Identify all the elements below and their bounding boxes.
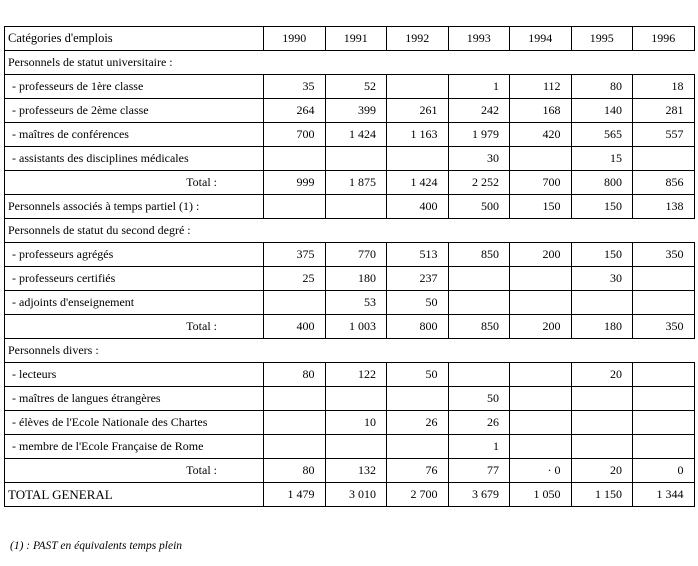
header-categories: Catégories d'emplois [5,27,264,51]
value-cell: 52 [325,75,387,99]
value-cell: 138 [633,195,695,219]
value-cell: 180 [325,267,387,291]
value-cell: 1 424 [325,123,387,147]
row-label: Total : [5,171,264,195]
value-cell [264,195,326,219]
value-cell [387,147,449,171]
value-cell: 20 [571,363,633,387]
row-label: - lecteurs [5,363,264,387]
value-cell: 420 [510,123,572,147]
value-cell: 800 [571,171,633,195]
value-cell: 1 424 [387,171,449,195]
header-year: 1991 [325,27,387,51]
value-cell: 1 875 [325,171,387,195]
value-cell: 3 679 [448,483,510,507]
value-cell: 565 [571,123,633,147]
value-cell: 850 [448,243,510,267]
value-cell [387,75,449,99]
row-label: - élèves de l'Ecole Nationale des Chartes [5,411,264,435]
table-row [5,363,695,387]
value-cell: 150 [510,195,572,219]
value-cell: 700 [264,123,326,147]
value-cell [510,147,572,171]
value-cell: 242 [448,99,510,123]
header-year: 1994 [510,27,572,51]
value-cell [571,387,633,411]
value-cell [571,291,633,315]
value-cell [325,387,387,411]
table-row [5,387,695,411]
value-cell: 800 [387,315,449,339]
value-cell: 281 [633,99,695,123]
table-row [5,411,695,435]
value-cell: 375 [264,243,326,267]
value-cell: 200 [510,315,572,339]
subtotal-row [5,171,695,195]
value-cell: 77 [448,459,510,483]
value-cell: 80 [264,459,326,483]
value-cell: 1 [448,75,510,99]
value-cell: 350 [633,315,695,339]
value-cell: 856 [633,171,695,195]
value-cell [510,387,572,411]
value-cell: 180 [571,315,633,339]
section-label: Personnels divers : [5,339,695,363]
row-label: - professeurs de 1ère classe [5,75,264,99]
table-row [5,243,695,267]
value-cell [510,435,572,459]
value-cell: 1 344 [633,483,695,507]
subtotal-row [5,315,695,339]
value-cell: 50 [448,387,510,411]
value-cell [571,435,633,459]
footnote: (1) : PAST en équivalents temps plein [10,540,183,552]
value-cell: 18 [633,75,695,99]
value-cell: 1 479 [264,483,326,507]
table-row [5,75,695,99]
value-cell: 2 252 [448,171,510,195]
row-label: - adjoints d'enseignement [5,291,264,315]
value-cell [264,411,326,435]
value-cell [325,147,387,171]
table-row [5,99,695,123]
grand-total-row [5,483,695,507]
value-cell: 264 [264,99,326,123]
table-row [5,267,695,291]
value-cell [264,291,326,315]
header-year: 1995 [571,27,633,51]
value-cell: 122 [325,363,387,387]
value-cell [633,387,695,411]
value-cell: 261 [387,99,449,123]
value-cell: 50 [387,291,449,315]
value-cell [387,387,449,411]
value-cell [387,435,449,459]
value-cell [633,147,695,171]
value-cell [633,363,695,387]
table-row [5,123,695,147]
value-cell: 770 [325,243,387,267]
value-cell [264,387,326,411]
value-cell: 237 [387,267,449,291]
value-cell: 399 [325,99,387,123]
row-label: - maîtres de conférences [5,123,264,147]
header-row [5,27,695,51]
value-cell [510,267,572,291]
value-cell: 140 [571,99,633,123]
header-year: 1993 [448,27,510,51]
value-cell: 1 150 [571,483,633,507]
header-year: 1996 [633,27,695,51]
value-cell: 150 [571,195,633,219]
value-cell [448,267,510,291]
value-cell: 25 [264,267,326,291]
row-label: TOTAL GENERAL [5,483,264,507]
value-cell: 1 003 [325,315,387,339]
row-label: Total : [5,315,264,339]
value-cell: 26 [387,411,449,435]
value-cell: 10 [325,411,387,435]
section-row [5,339,695,363]
value-cell: 15 [571,147,633,171]
value-cell: 30 [571,267,633,291]
value-cell [264,435,326,459]
row-label: - assistants des disciplines médicales [5,147,264,171]
value-cell: 400 [387,195,449,219]
row-label: - professeurs de 2ème classe [5,99,264,123]
value-cell: 1 [448,435,510,459]
value-cell: 200 [510,243,572,267]
value-cell: 999 [264,171,326,195]
value-cell: 1 979 [448,123,510,147]
value-cell: 1 163 [387,123,449,147]
value-cell: 0 [633,459,695,483]
value-cell: 132 [325,459,387,483]
value-cell [571,411,633,435]
value-cell [325,195,387,219]
value-cell: 400 [264,315,326,339]
value-cell: 112 [510,75,572,99]
row-label: - membre de l'Ecole Française de Rome [5,435,264,459]
table-row [5,291,695,315]
value-cell: 500 [448,195,510,219]
value-cell: 150 [571,243,633,267]
table-body [5,51,695,507]
value-cell: 700 [510,171,572,195]
header-year: 1992 [387,27,449,51]
row-label: Personnels associés à temps partiel (1) : [5,195,264,219]
value-cell: 557 [633,123,695,147]
value-cell: 168 [510,99,572,123]
row-label: Total : [5,459,264,483]
row-label: - maîtres de langues étrangères [5,387,264,411]
value-cell: 850 [448,315,510,339]
value-cell: 80 [571,75,633,99]
value-cell [633,411,695,435]
value-cell [264,147,326,171]
value-cell: 76 [387,459,449,483]
value-cell [633,267,695,291]
row-label: - professeurs certifiés [5,267,264,291]
value-cell: 2 700 [387,483,449,507]
value-cell: 26 [448,411,510,435]
section-label: Personnels de statut universitaire : [5,51,695,75]
value-cell [633,291,695,315]
value-cell [633,435,695,459]
value-cell: 35 [264,75,326,99]
value-cell: 53 [325,291,387,315]
value-cell: · 0 [510,459,572,483]
table-row [5,147,695,171]
value-cell: 30 [448,147,510,171]
value-cell: 80 [264,363,326,387]
value-cell: 20 [571,459,633,483]
value-cell [510,411,572,435]
section-label: Personnels de statut du second degré : [5,219,695,243]
subtotal-row [5,459,695,483]
value-cell [510,363,572,387]
section-row [5,219,695,243]
value-cell [510,291,572,315]
table-row [5,435,695,459]
value-cell [448,291,510,315]
value-cell: 50 [387,363,449,387]
value-cell: 350 [633,243,695,267]
row-label: - professeurs agrégés [5,243,264,267]
section-row [5,51,695,75]
value-cell: 513 [387,243,449,267]
value-cell: 1 050 [510,483,572,507]
employment-categories-table [4,26,695,507]
value-cell [448,363,510,387]
section-row [5,195,695,219]
header-year: 1990 [264,27,326,51]
value-cell [325,435,387,459]
value-cell: 3 010 [325,483,387,507]
